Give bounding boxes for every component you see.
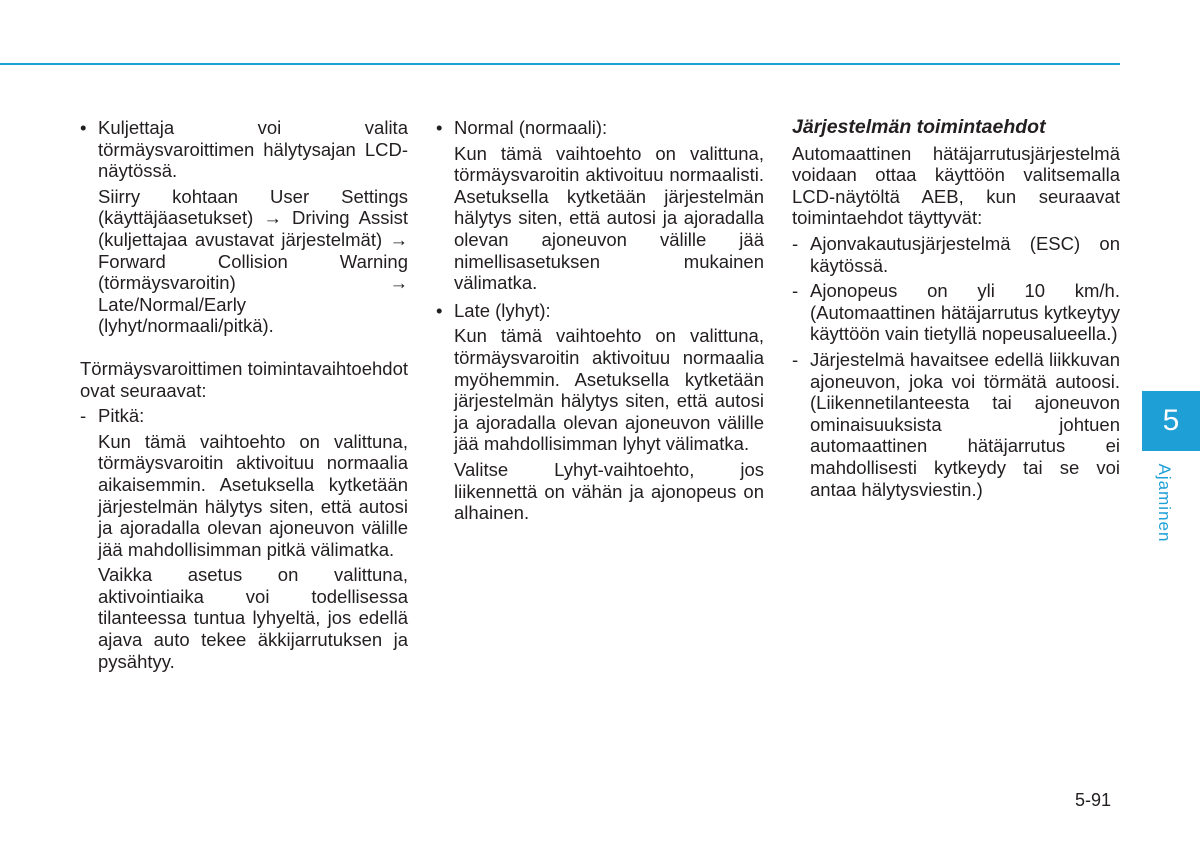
dash-mark: - — [792, 280, 799, 302]
condition-text: Ajonopeus on yli 10 km/h. (Automaattinen hätäjarrutus kytkeytyy käyttöön vain tietyllä nopeusalueella.) — [810, 280, 1120, 345]
section-heading: Järjestelmän toimintaehdot — [792, 116, 1046, 138]
dash-mark: - — [792, 348, 799, 370]
chapter-tab: 5 — [1142, 391, 1200, 451]
settings-path-text: Siirry kohtaan User Settings (käyttäjäasetukset) → Driving Assist (kuljettajaa avustavat järjestelmät) → Forward Collision Warning (törmäysvaroitin) → Late/Normal/Early (lyhyt/normaali/pitkä). — [98, 185, 408, 337]
option-item-early — [80, 405, 408, 672]
condition-text: Järjestelmä havaitsee edellä liikkuvan ajoneuvon, joka voi törmätä autoosi. (Liikennetilanteesta tai ajoneuvon ominaisuuksista johtuen automaattinen hätäjarrutus ei mahdollisesti kytkeydy tai se voi antaa hälytysviestin.) — [810, 348, 1120, 500]
option-note: Vaikka asetus on valittuna, aktivointiaika voi todellisessa tilanteessa tuntua lyhyeltä, jos edellä ajava auto tekee äkkijarrutuksen ja pysähtyy. — [98, 564, 408, 672]
chapter-label-text: Ajaminen — [1155, 463, 1174, 543]
option-label: Normal (normaali): — [454, 117, 608, 138]
bullet-text: Kuljettaja voi valita törmäysvaroittimen hälytysajan LCD-näytössä. — [98, 117, 408, 182]
top-rule — [0, 63, 1120, 65]
bullet-mark: • — [80, 117, 87, 138]
condition-text: Ajonvakautusjärjestelmä (ESC) on käytössä. — [810, 232, 1120, 276]
option-description: Kun tämä vaihtoehto on valittuna, törmäysvaroitin aktivoituu normaalia myöhemmin. Asetuksella kytketään järjestelmän hälytys siten, että autosi ja ajoradalla olevan ajoneuvon välille jää mahdollisimman lyhyt välimatka. — [454, 325, 764, 455]
condition-item — [792, 280, 1120, 345]
option-item-normal — [436, 117, 764, 294]
option-description: Kun tämä vaihtoehto on valittuna, törmäysvaroitin aktivoituu normaalisti. Asetuksella kytketään järjestelmän hälytys siten, että autosi ja ajoradalla olevan ajoneuvon välille jää nimellisasetuksen mukainen välimatka. — [454, 142, 764, 294]
option-label: Late (lyhyt): — [454, 299, 551, 321]
bullet-item-warning-timing — [80, 117, 408, 337]
column-3 — [792, 117, 1120, 500]
condition-item — [792, 233, 1120, 276]
column-2 — [436, 117, 764, 524]
section-intro: Automaattinen hätäjarrutusjärjestelmä voidaan ottaa käyttöön valitsemalla LCD-näytöltä AEB, kun seuraavat toimintaehdot täyttyvät: — [792, 142, 1120, 229]
dash-mark: - — [80, 405, 87, 427]
bullet-mark: • — [436, 299, 443, 321]
options-intro-paragraph: Törmäysvaroittimen toimintavaihtoehdot ovat seuraavat: — [80, 357, 409, 401]
option-description: Kun tämä vaihtoehto on valittuna, törmäysvaroitin aktivoituu normaalia aikaisemmin. Asetuksella kytketään järjestelmän hälytys siten, että autosi ja ajoradalla olevan ajoneuvon välille jää mahdollisimman pitkä välimatka. — [98, 430, 408, 560]
page-number: 5-91 — [1075, 790, 1112, 810]
column-1 — [80, 117, 408, 672]
option-item-late — [436, 300, 764, 524]
dash-mark: - — [792, 232, 799, 254]
condition-item — [792, 349, 1120, 500]
option-note: Valitse Lyhyt-vaihtoehto, jos liikennettä on vähän ja ajonopeus on alhainen. — [454, 458, 764, 524]
option-label: Pitkä: — [98, 405, 145, 427]
chapter-label — [1152, 458, 1176, 548]
bullet-mark: • — [436, 117, 443, 138]
